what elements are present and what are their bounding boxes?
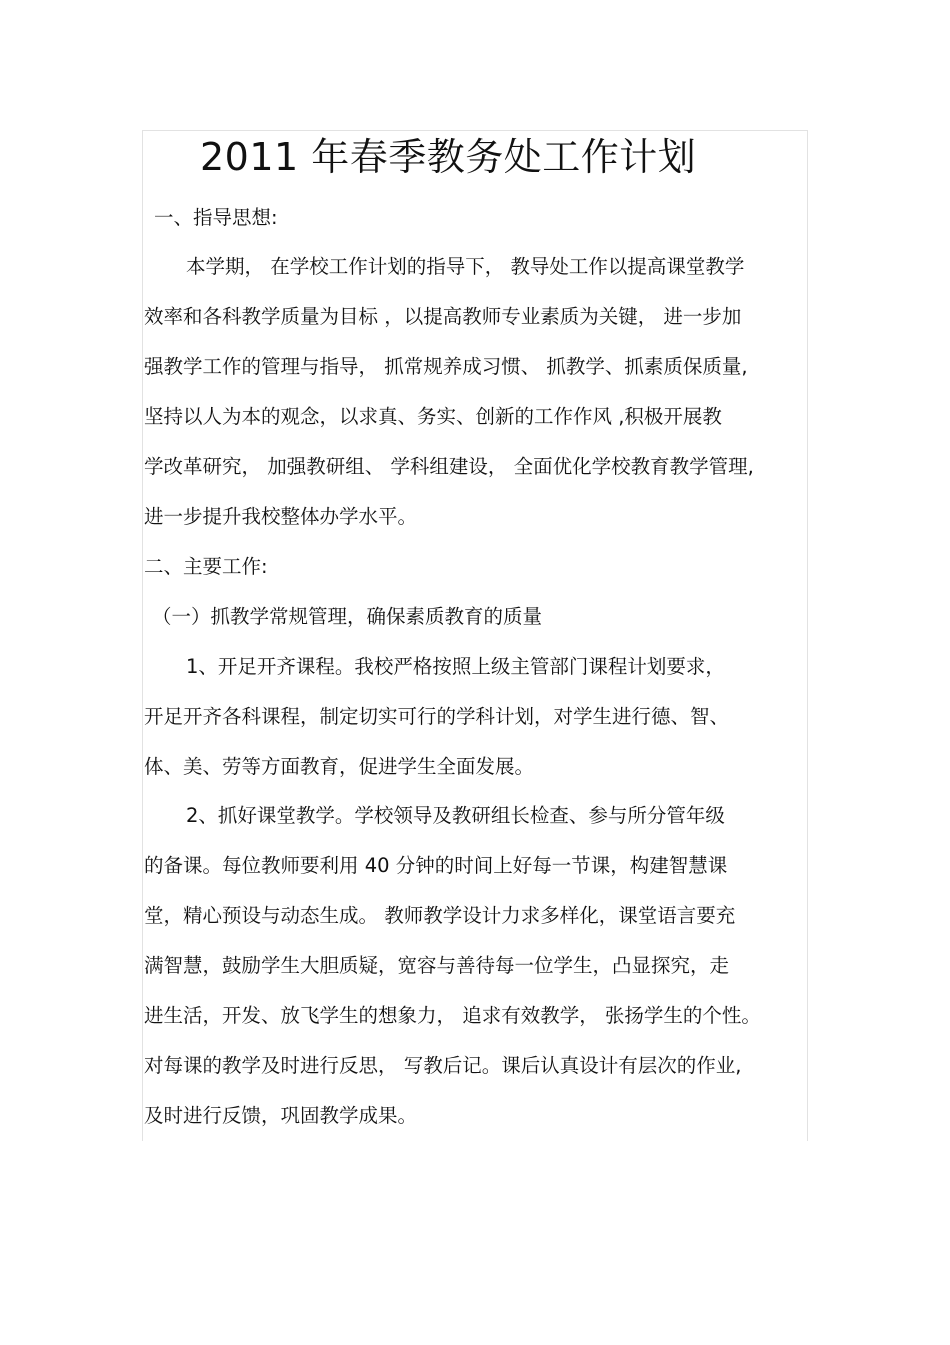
paragraph-line: 坚持以人为本的观念，以求真、务实、创新的工作作风 ,积极开展教 [144,405,722,428]
paragraph-line: 体、美、劳等方面教育，促进学生全面发展。 [144,755,535,778]
paragraph-line: 堂，精心预设与动态生成。 教师教学设计力求多样化，课堂语言要充 [144,904,736,927]
paragraph-line: 强教学工作的管理与指导， 抓常规养成习惯、 抓教学、抓素质保质量, [144,355,748,378]
document-title: 2011 年春季教务处工作计划 [200,135,697,179]
paragraph-line: 及时进行反馈，巩固教学成果。 [144,1104,418,1127]
paragraph-line: 效率和各科教学质量为目标 ，以提高教师专业素质为关键， 进一步加 [144,305,742,328]
paragraph-line: 2、抓好课堂教学。学校领导及教研组长检查、参与所分管年级 [186,804,725,827]
paragraph-line: 对每课的教学及时进行反思， 写教后记。课后认真设计有层次的作业, [144,1054,742,1077]
paragraph-line: 1、开足开齐课程。我校严格按照上级主管部门课程计划要求， [186,655,725,678]
section-heading-guiding-thought: 一、指导思想: [154,206,278,229]
paragraph-line: 的备课。每位教师要利用 40 分钟的时间上好每一节课，构建智慧课 [144,854,728,877]
subsection-heading: （一）抓教学常规管理，确保素质教育的质量 [152,605,543,628]
paragraph-line: 进一步提升我校整体办学水平。 [144,505,418,528]
paragraph-line: 进生活，开发、放飞学生的想象力， 追求有效教学， 张扬学生的个性。 [144,1004,761,1027]
paragraph-line: 满智慧，鼓励学生大胆质疑，宽容与善待每一位学生，凸显探究，走 [144,954,730,977]
paragraph-line: 学改革研究， 加强教研组、 学科组建设， 全面优化学校教育教学管理, [144,455,754,478]
section-heading-main-work: 二、主要工作: [144,555,268,578]
paragraph-line: 开足开齐各科课程，制定切实可行的学科计划，对学生进行德、智、 [144,705,730,728]
paragraph-line: 本学期， 在学校工作计划的指导下， 教导处工作以提高课堂教学 [186,255,745,278]
